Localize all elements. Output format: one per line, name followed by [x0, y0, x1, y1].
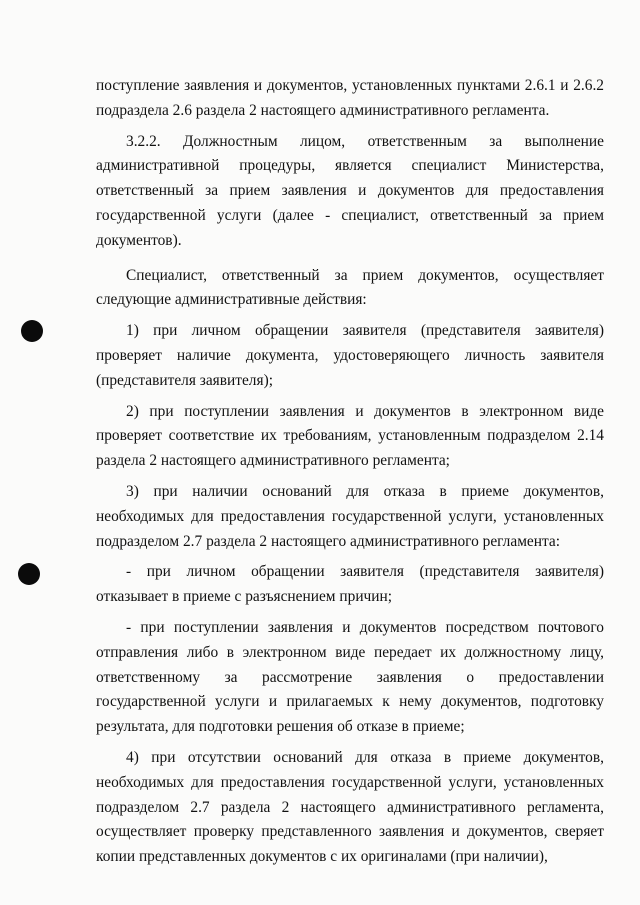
- paragraph-dash-1: - при личном обращении заявителя (представителя заявителя) отказывает в приеме с разъяснением причин;: [96, 563, 604, 606]
- document-body: [96, 74, 604, 870]
- paragraph-specialist-actions: Специалист, ответственный за прием документов, осуществляет следующие административные действия:: [96, 266, 604, 309]
- punch-hole-mark: [21, 320, 43, 342]
- paragraph-item-3: 3) при наличии оснований для отказа в приеме документов, необходимых для предоставления государственной услуги, установленных подразделом 2.7 раздела 2 настоящего административного регламента:: [96, 482, 604, 550]
- paragraph-item-1: 1) при личном обращении заявителя (представителя заявителя) проверяет наличие документа, удостоверяющего личность заявителя (представителя заявителя);: [96, 322, 604, 389]
- paragraph-3-2-2: 3.2.2. Должностным лицом, ответственным за выполнение административной процедуры, является специалист Министерства, ответственный за прием заявления и документов для предоставления государственной услуги (далее - специалист, ответственный за прием документов).: [96, 132, 604, 249]
- punch-hole-mark: [18, 563, 40, 585]
- paragraph-continuation: поступление заявления и документов, установленных пунктами 2.6.1 и 2.6.2 подраздела 2.6 раздела 2 настоящего административного регламента.: [96, 77, 604, 119]
- paragraph-dash-2: - при поступлении заявления и документов посредством почтового отправления либо в электронном виде передает их должностному лицу, ответственному за рассмотрение заявления о предоставлении государственной услуги и прилагаемых к нему документов, подготовку результата, для подготовки решения об отказе в приеме;: [96, 618, 604, 736]
- paragraph-item-2: 2) при поступлении заявления и документов в электронном виде проверяет соответствие их требованиям, установленным подразделом 2.14 раздела 2 настоящего административного регламента;: [96, 402, 604, 470]
- paragraph-item-4: 4) при отсутствии оснований для отказа в приеме документов, необходимых для предоставления государственной услуги, установленных подразделом 2.7 раздела 2 настоящего административного регламента, осуществляет проверку представленного заявления и документов, сверяет копии представленных документов с их оригиналами (при наличии),: [96, 748, 604, 866]
